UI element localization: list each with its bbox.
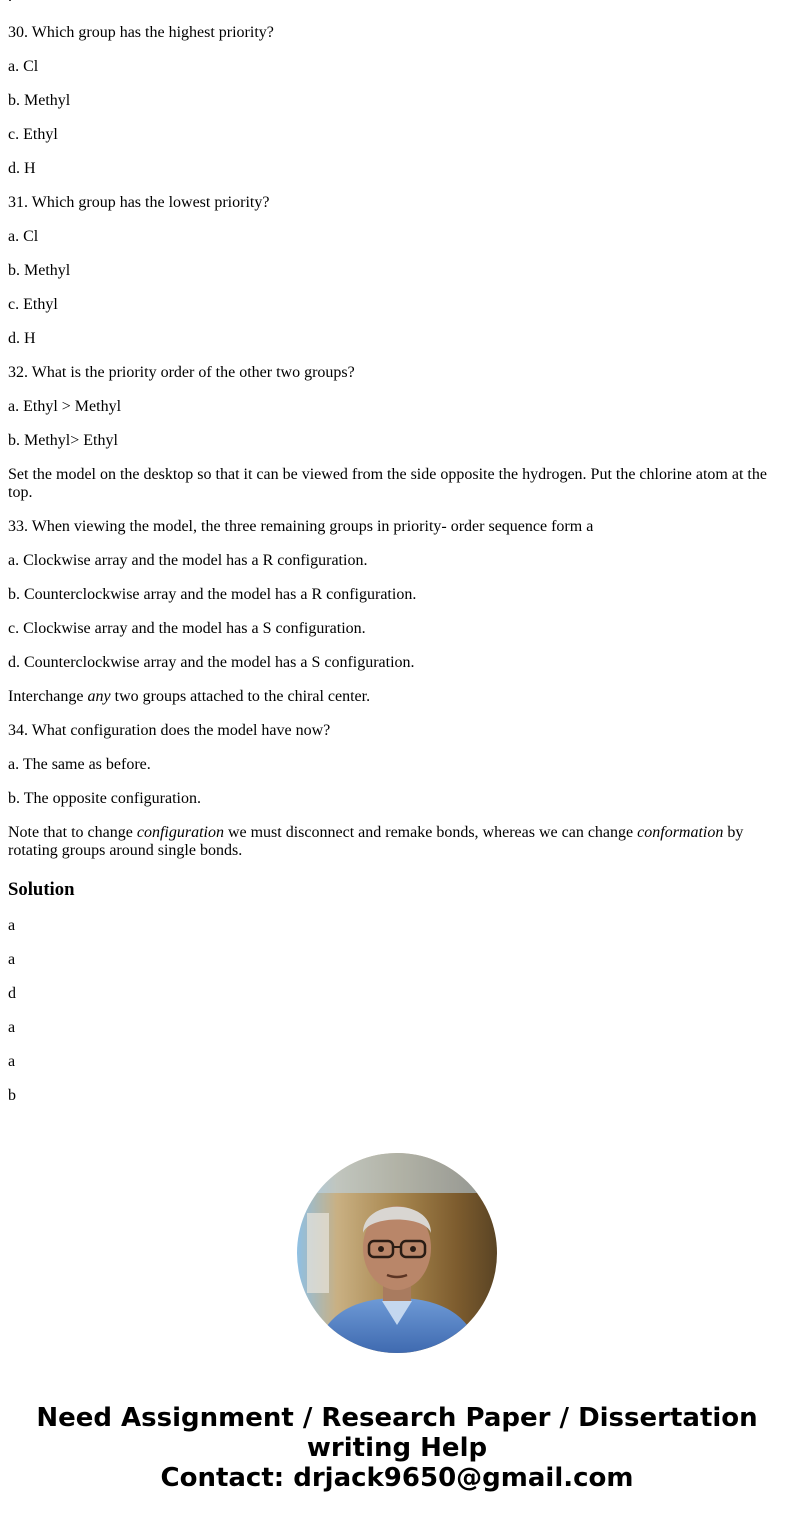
option-31-c: c. Ethyl xyxy=(8,296,58,313)
note-text-1: Note that to change xyxy=(8,824,137,841)
option-30-a: a. Cl xyxy=(8,58,39,75)
interchange-text-before: Interchange xyxy=(8,688,88,705)
option-34-b: b. The opposite configuration. xyxy=(8,790,201,807)
question-33: 33. When viewing the model, the three remaining groups in priority- order sequence form a xyxy=(8,518,594,535)
footer-contact-banner xyxy=(0,1403,794,1493)
author-photo xyxy=(297,1153,497,1353)
page-fragment-dot xyxy=(8,0,12,6)
note-emphasis-configuration: configuration xyxy=(136,824,224,841)
note-emphasis-conformation: conformation xyxy=(637,824,724,841)
question-34: 34. What configuration does the model have now? xyxy=(8,722,331,739)
solution-answer-31: a xyxy=(8,951,16,968)
footer-line-1: Need Assignment / Research Paper / Dissertation xyxy=(36,1403,758,1433)
question-32: 32. What is the priority order of the other two groups? xyxy=(8,364,355,381)
option-30-d: d. H xyxy=(8,160,36,177)
footer-contact-email: Contact: drjack9650@gmail.com xyxy=(160,1463,634,1493)
solution-answer-32: d xyxy=(8,985,16,1002)
note-paragraph xyxy=(8,824,786,860)
solution-answer-34a: a xyxy=(8,1053,16,1070)
option-30-c: c. Ethyl xyxy=(8,126,58,143)
interchange-emphasis: any xyxy=(87,688,111,705)
question-30: 30. Which group has the highest priority? xyxy=(8,24,274,41)
instruction-interchange xyxy=(8,688,786,706)
note-text-3: by rotating groups around single bonds. xyxy=(8,824,744,859)
note-text-2: we must disconnect and remake bonds, whereas we can change xyxy=(223,824,638,841)
option-32-a: a. Ethyl > Methyl xyxy=(8,398,122,415)
interchange-text-after: two groups attached to the chiral center. xyxy=(110,688,371,705)
option-33-c: c. Clockwise array and the model has a S configuration. xyxy=(8,620,366,637)
solution-answer-34b: b xyxy=(8,1087,16,1104)
solution-answer-30: a xyxy=(8,917,16,934)
option-33-d: d. Counterclockwise array and the model has a S configuration. xyxy=(8,654,415,671)
option-31-d: d. H xyxy=(8,330,36,347)
instruction-set-model: Set the model on the desktop so that it can be viewed from the side opposite the hydrogen. Put the chlorine atom at the top. xyxy=(8,466,767,501)
option-32-b: b. Methyl> Ethyl xyxy=(8,432,118,449)
solution-heading: Solution xyxy=(8,879,75,900)
option-30-b: b. Methyl xyxy=(8,92,71,109)
option-31-b: b. Methyl xyxy=(8,262,71,279)
question-31: 31. Which group has the lowest priority? xyxy=(8,194,270,211)
solution-answer-33: a xyxy=(8,1019,16,1036)
document-body xyxy=(0,24,794,1121)
author-portrait-image xyxy=(297,1153,497,1353)
option-31-a: a. Cl xyxy=(8,228,39,245)
footer-line-2: writing Help xyxy=(306,1433,488,1463)
option-33-b: b. Counterclockwise array and the model has a R configuration. xyxy=(8,586,417,603)
option-33-a: a. Clockwise array and the model has a R configuration. xyxy=(8,552,368,569)
option-34-a: a. The same as before. xyxy=(8,756,151,773)
